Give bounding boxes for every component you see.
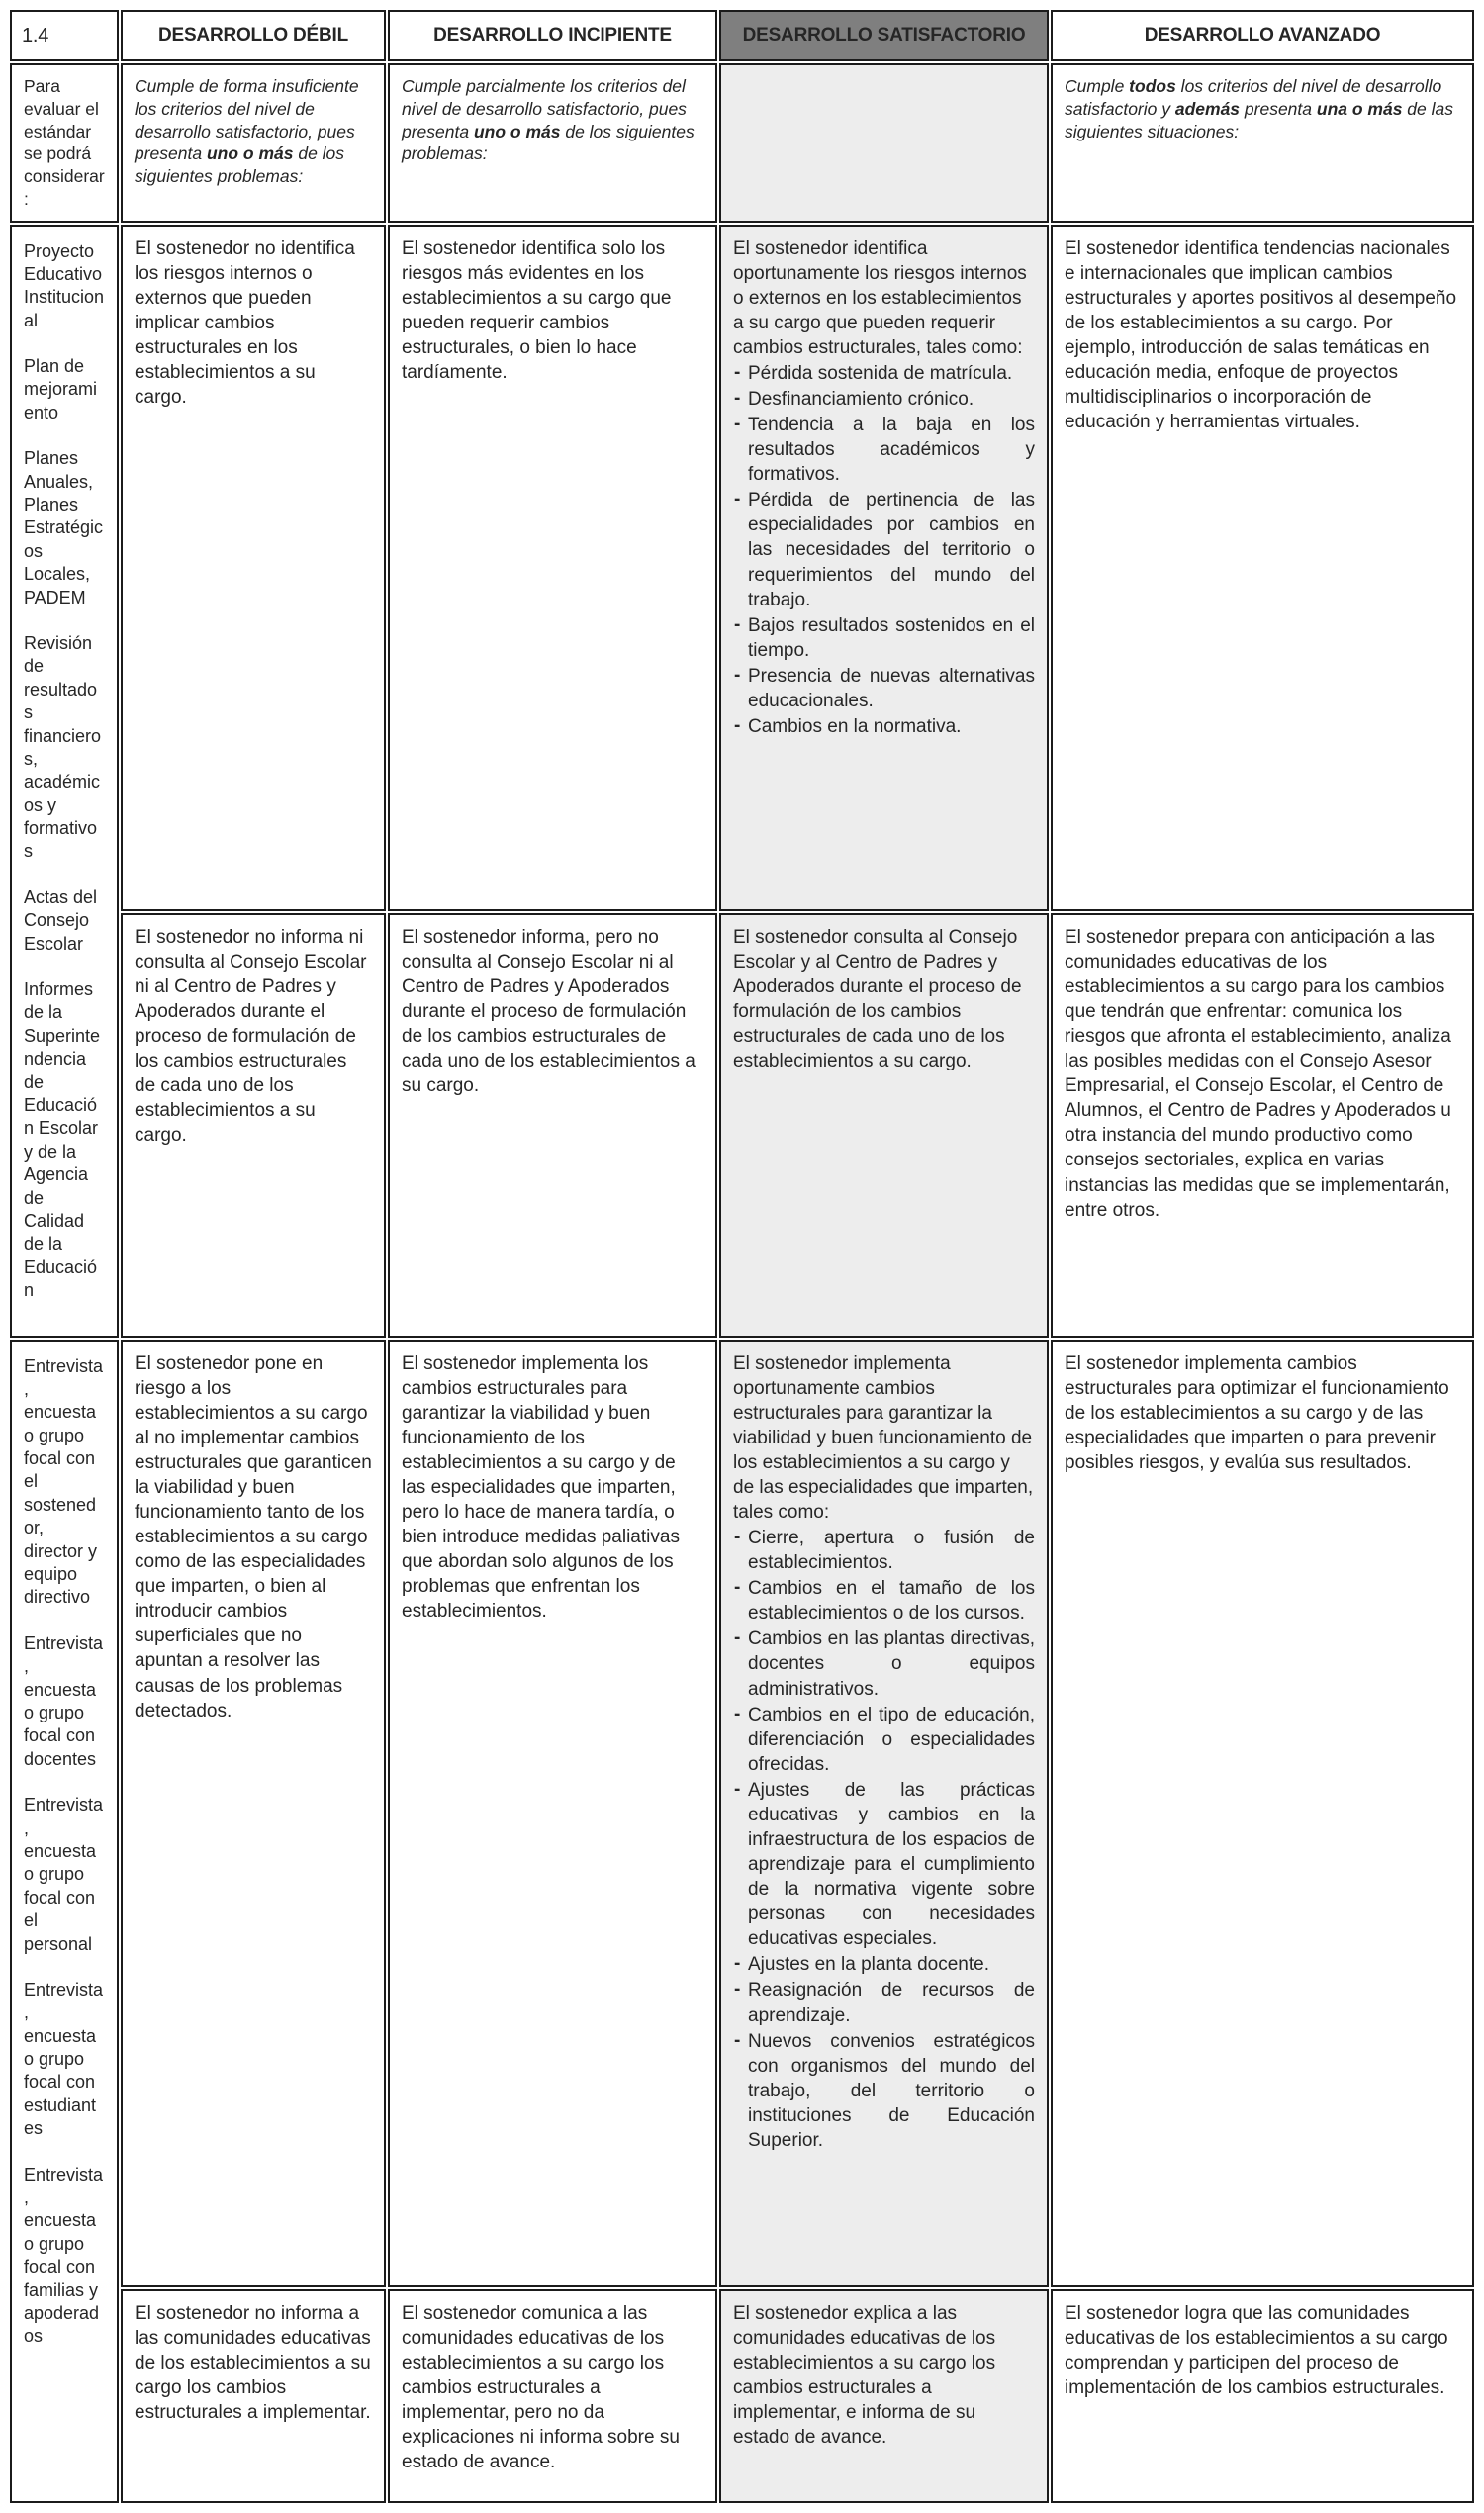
- cell-debil-implementa: [121, 1340, 386, 2287]
- row-identifica: [10, 225, 1474, 911]
- text-segment: de las siguientes situaciones:: [1065, 98, 1453, 141]
- sources-documents-cell: [10, 225, 119, 1338]
- cell-satisfactorio-comunica: [719, 2289, 1049, 2503]
- cell-paragraph: El sostenedor implementa los cambios estructurales para garantizar la viabilidad y buen funcionamiento de los establecimientos a su cargo y de las especialidades que imparten, pero lo hace de manera tardía, o bien introduce medidas paliativas que abordan solo algunos de los problemas que enfrentan los establecimientos.: [402, 1352, 680, 1623]
- source-item: Informes de la Superintendencia de Educación Escolar y de la Agencia de Calidad de la Educación: [24, 979, 101, 1301]
- cell-paragraph: El sostenedor informa, pero no consulta al Consejo Escolar ni al Centro de Padres y Apoderados durante el proceso de formulación de los cambios estructurales de cada uno de los establecimientos a su cargo.: [402, 926, 696, 1097]
- risk-bullet: - Bajos resultados sostenidos en el tiempo.: [733, 613, 1035, 663]
- row-comunica: [10, 2289, 1474, 2503]
- risk-bullet-list: [733, 361, 1035, 739]
- cell-avanzado-consulta: [1051, 913, 1474, 1338]
- text-segment: Cumple: [1065, 76, 1130, 96]
- cell-paragraph: El sostenedor pone en riesgo a los establecimientos a su cargo al no implementar cambios estructurales que garanticen la viabilidad y buen funcionamiento tanto de los establecimientos a su cargo como de las especialidades que imparten, o bien al introducir cambios superficiales que no apuntan a resolver las causas de los problemas detectados.: [135, 1352, 372, 1722]
- sources-interviews-list: [24, 1355, 105, 2349]
- cell-debil-consulta: [121, 913, 386, 1338]
- text-segment: presenta: [1240, 98, 1317, 119]
- cell-satisfactorio-identifica: [719, 225, 1049, 911]
- risk-bullet: - Desfinanciamiento crónico.: [733, 387, 1035, 412]
- cell-paragraph: El sostenedor no informa ni consulta al Consejo Escolar ni al Centro de Padres y Apoderados durante el proceso de formulación de los cambios estructurales de cada uno de los establecimientos a su cargo.: [135, 926, 367, 1147]
- change-bullet: - Ajustes de las prácticas educativas y cambios en la infraestructura de los espacios de aprendizaje para el cumplimiento de la normativa vigente sobre personas con necesidades educativas especiales.: [733, 1778, 1035, 1952]
- cell-paragraph: El sostenedor comunica a las comunidades educativas de los establecimientos a su cargo los cambios estructurales a implementar, pero no da explicaciones ni informa sobre su estado de avance.: [402, 2302, 680, 2472]
- text-segment: uno o más: [473, 121, 561, 141]
- cell-incipiente-implementa: [388, 1340, 717, 2287]
- change-bullet: - Ajustes en la planta docente.: [733, 1952, 1035, 1977]
- risk-bullet: - Pérdida sostenida de matrícula.: [733, 361, 1035, 386]
- cell-paragraph: El sostenedor implementa cambios estructurales para optimizar el funcionamiento de los establecimientos a su cargo y de las especialidades que imparten o para prevenir posibles riesgos, y evalúa sus resultados.: [1065, 1352, 1449, 1473]
- cell-incipiente-identifica: [388, 225, 717, 911]
- cell-paragraph: El sostenedor no informa a las comunidades educativas de los establecimientos a su cargo los cambios estructurales a implementar.: [135, 2302, 371, 2423]
- criteria-debil: [121, 63, 386, 223]
- row-implementa: [10, 1340, 1474, 2287]
- risk-bullet: - Presencia de nuevas alternativas educacionales.: [733, 664, 1035, 713]
- header-satisfactorio: DESARROLLO SATISFACTORIO: [719, 10, 1049, 61]
- cell-debil-identifica: [121, 225, 386, 911]
- cell-paragraph: El sostenedor identifica oportunamente los riesgos internos o externos en los establecimientos a su cargo que pueden requerir cambios estructurales, tales como:: [733, 237, 1027, 358]
- cell-debil-comunica: [121, 2289, 386, 2503]
- text-segment: de los siguientes problemas:: [135, 143, 345, 186]
- text-segment: uno o más: [206, 143, 294, 164]
- source-item: Planes Anuales, Planes Estratégicos Locales, PADEM: [24, 448, 104, 607]
- change-bullet: - Cierre, apertura o fusión de establecimientos.: [733, 1526, 1035, 1575]
- cell-paragraph: El sostenedor logra que las comunidades educativas de los establecimientos a su cargo comprendan y participen del proceso de implementación de los cambios estructurales.: [1065, 2302, 1448, 2398]
- criteria-row: [10, 63, 1474, 223]
- change-bullet: - Cambios en el tipo de educación, diferenciación o especialidades ofrecidas.: [733, 1703, 1035, 1777]
- cell-paragraph: El sostenedor prepara con anticipación a las comunidades educativas de los establecimientos a su cargo para los cambios que tendrán que enfrentar: comunica los riesgos que afronta el establecimiento, analiza las posibles medidas con el Consejo Asesor Empresarial, el Consejo Escolar, el Centro de Alumnos, el Centro de Padres y Apoderados u otra instancia del mundo productivo como consejos sectoriales, explica en varias instancias las medidas que se implementarán, entre otros.: [1065, 926, 1451, 1221]
- text-segment: todos: [1129, 76, 1176, 96]
- cell-paragraph: El sostenedor no identifica los riesgos internos o externos que pueden implicar cambios estructurales en los establecimientos a su cargo.: [135, 237, 355, 408]
- sources-documents-list: [24, 240, 105, 1303]
- criteria-avanzado: [1051, 63, 1474, 223]
- cell-avanzado-implementa: [1051, 1340, 1474, 2287]
- change-bullet: - Nuevos convenios estratégicos con organismos del mundo del trabajo, del territorio o instituciones de Educación Superior.: [733, 2029, 1035, 2153]
- risk-bullet: - Tendencia a la baja en los resultados académicos y formativos.: [733, 413, 1035, 487]
- cell-incipiente-comunica: [388, 2289, 717, 2503]
- cell-avanzado-comunica: [1051, 2289, 1474, 2503]
- source-item: Proyecto Educativo Institucional: [24, 240, 105, 330]
- sources-interviews-cell: [10, 1340, 119, 2503]
- cell-paragraph: El sostenedor identifica tendencias nacionales e internacionales que implican cambios estructurales y aportes positivos al desempeño de los establecimientos a su cargo. Por ejemplo, introducción de salas temáticas en educación media, enfoque de proyectos multidisciplinarios o incorporación de educación y herramientas virtuales.: [1065, 237, 1457, 433]
- criteria-incipiente: [388, 63, 717, 223]
- header-avanzado: DESARROLLO AVANZADO: [1051, 10, 1474, 61]
- risk-bullet: - Pérdida de pertinencia de las especialidades por cambios en las necesidades del territorio o requerimientos del mundo del trabajo.: [733, 488, 1035, 611]
- text-segment: de los siguientes problemas:: [402, 121, 695, 164]
- text-segment: además: [1174, 98, 1241, 119]
- source-item: Actas del Consejo Escolar: [24, 886, 98, 954]
- source-item: Entrevista, encuesta o grupo focal con el sostenedor, director y equipo directivo: [24, 1355, 104, 1608]
- change-bullet-list: [733, 1526, 1035, 2153]
- criteria-satisfactorio-empty: [719, 63, 1049, 223]
- criteria-note: Para evaluar el estándar se podrá considerar:: [10, 63, 119, 223]
- text-segment: los criterios del nivel de desarrollo satisfactorio y: [1065, 76, 1442, 119]
- text-segment: una o más: [1316, 98, 1403, 119]
- standard-number: 1.4: [10, 10, 119, 61]
- text-segment: Cumple de forma insuficiente los criterios del nivel de desarrollo satisfactorio, pues presenta: [135, 76, 359, 164]
- cell-paragraph: El sostenedor consulta al Consejo Escolar y al Centro de Padres y Apoderados durante el proceso de formulación de los cambios estructurales de cada uno de los establecimientos a su cargo.: [733, 926, 1022, 1072]
- change-bullet: - Cambios en las plantas directivas, docentes o equipos administrativos.: [733, 1627, 1035, 1701]
- source-item: Entrevista, encuesta o grupo focal con docentes: [24, 1632, 104, 1769]
- change-bullet: - Reasignación de recursos de aprendizaje.: [733, 1978, 1035, 2027]
- cell-avanzado-identifica: [1051, 225, 1474, 911]
- source-item: Entrevista, encuesta o grupo focal con familias y apoderados: [24, 2164, 104, 2347]
- header-debil: DESARROLLO DÉBIL: [121, 10, 386, 61]
- cell-satisfactorio-implementa: [719, 1340, 1049, 2287]
- cell-paragraph: El sostenedor identifica solo los riesgos más evidentes en los establecimientos a su cargo que pueden requerir cambios estructurales, o bien lo hace tardíamente.: [402, 237, 672, 383]
- source-item: Entrevista, encuesta o grupo focal con estudiantes: [24, 1979, 104, 2139]
- change-bullet: - Cambios en el tamaño de los establecimientos o de los cursos.: [733, 1576, 1035, 1626]
- rubric-table: [8, 8, 1476, 2505]
- header-incipiente: DESARROLLO INCIPIENTE: [388, 10, 717, 61]
- text-segment: Cumple parcialmente los criterios del nivel de desarrollo satisfactorio, pues presenta: [402, 76, 687, 141]
- cell-paragraph: El sostenedor explica a las comunidades educativas de los establecimientos a su cargo los cambios estructurales a implementar, e informa de su estado de avance.: [733, 2302, 996, 2448]
- source-item: Plan de mejoramiento: [24, 356, 98, 422]
- source-item: Revisión de resultados financieros, académicos y formativos: [24, 632, 102, 862]
- header-row: [10, 10, 1474, 61]
- row-consulta: [10, 913, 1474, 1338]
- source-item: Entrevista, encuesta o grupo focal con el personal: [24, 1795, 104, 1954]
- cell-paragraph: El sostenedor implementa oportunamente cambios estructurales para garantizar la viabilidad y buen funcionamiento de los establecimientos a su cargo y de las especialidades que imparten, tales como:: [733, 1352, 1034, 1523]
- cell-incipiente-consulta: [388, 913, 717, 1338]
- cell-satisfactorio-consulta: [719, 913, 1049, 1338]
- risk-bullet: - Cambios en la normativa.: [733, 714, 1035, 739]
